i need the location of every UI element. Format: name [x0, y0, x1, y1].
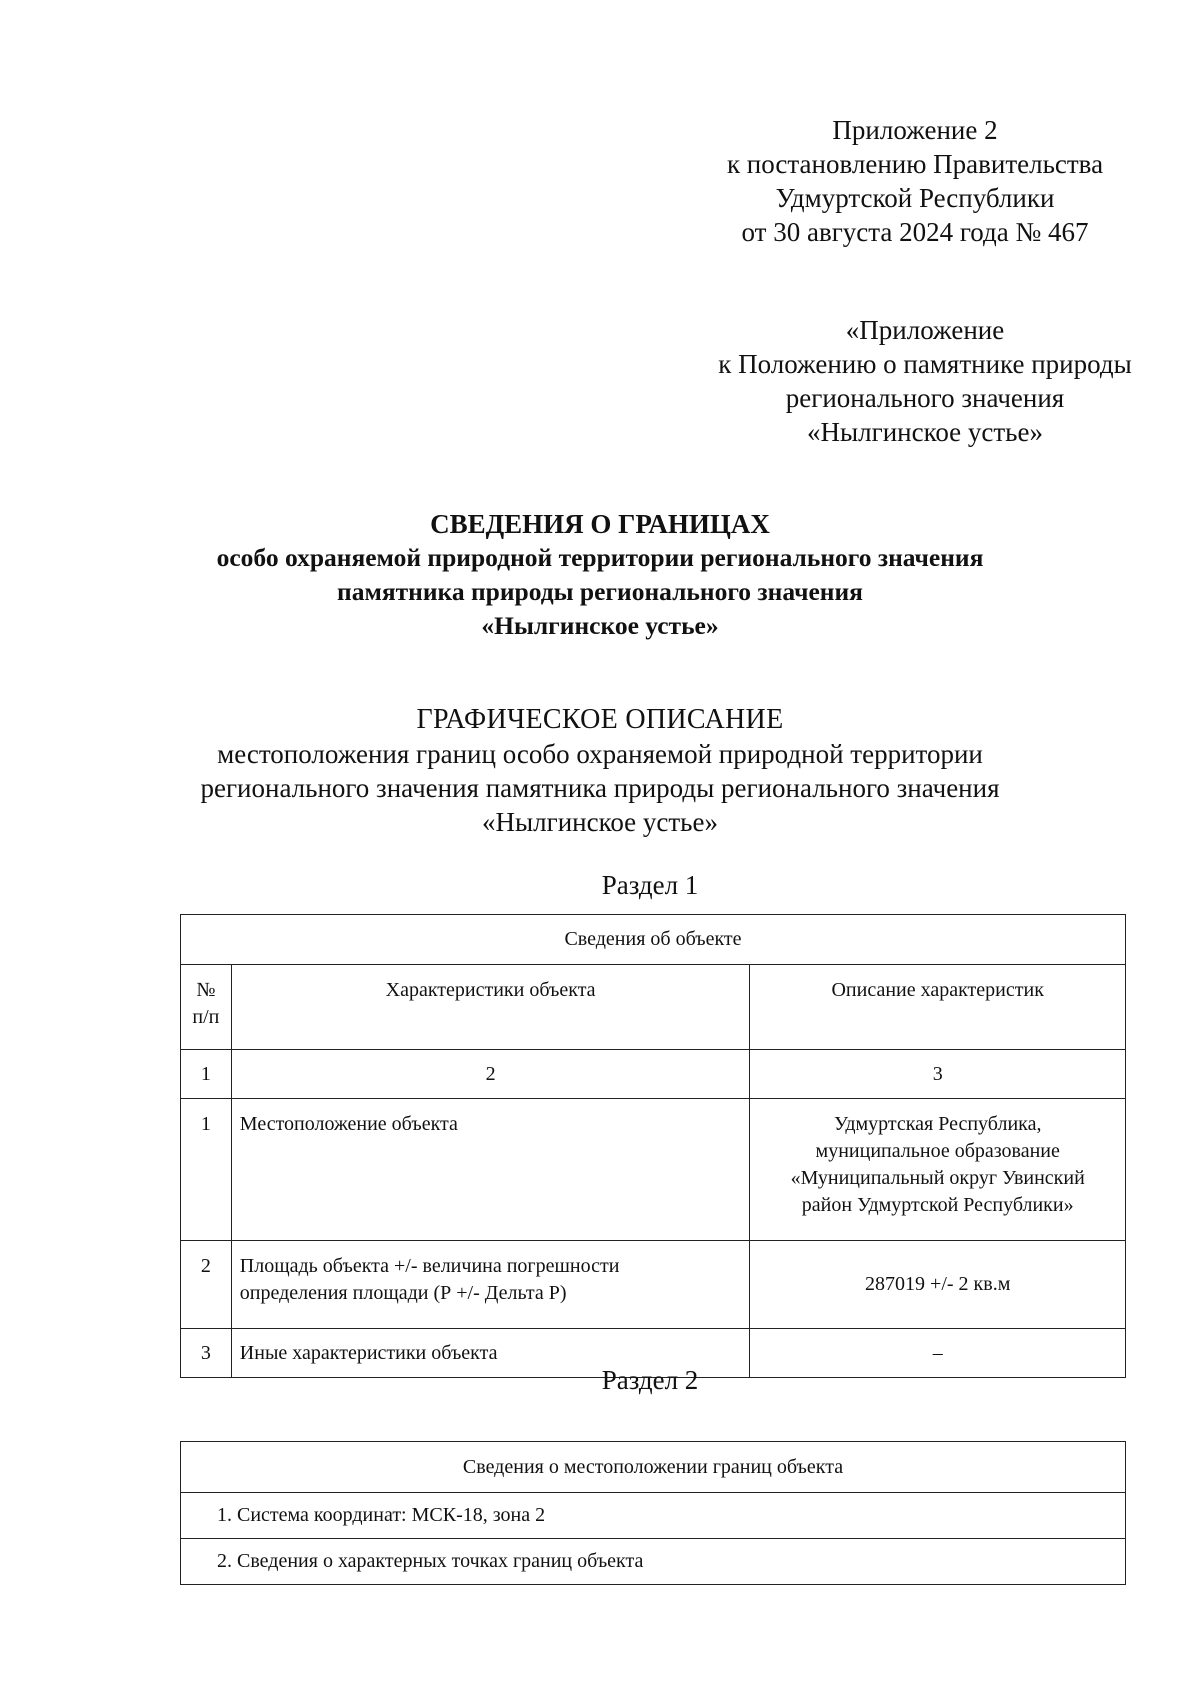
boundary-location-table — [180, 1441, 1126, 1585]
document-title — [130, 507, 1070, 643]
title-line: памятника природы регионального значения — [337, 577, 863, 606]
appendix-header — [700, 113, 1130, 249]
graphic-description — [130, 703, 1070, 839]
table-column-numbers-row — [181, 1050, 1126, 1099]
row-description-line: район Удмуртской Республики» — [801, 1194, 1074, 1216]
table-row — [181, 1241, 1126, 1329]
sub-appendix-line: «Нылгинское устье» — [807, 417, 1043, 447]
title-line: особо охраняемой природной территории регионального значения — [216, 543, 984, 572]
appendix-line: от 30 августа 2024 года № 467 — [741, 217, 1089, 247]
graphic-description-line: регионального значения памятника природы регионального значения — [200, 773, 1000, 803]
row-characteristic: Местоположение объекта — [231, 1099, 750, 1241]
row-description-line: муниципальное образование — [815, 1140, 1060, 1162]
header-number-abbr: п/п — [192, 1006, 220, 1028]
header-number-symbol: № — [196, 979, 216, 1001]
row-characteristic: Иные характеристики объекта — [231, 1329, 750, 1378]
appendix-line: к постановлению Правительства — [726, 149, 1104, 179]
column-number: 1 — [181, 1050, 232, 1099]
graphic-description-line: «Нылгинское устье» — [482, 807, 718, 837]
table-caption: Сведения о местоположении границ объекта — [181, 1442, 1126, 1493]
header-description: Описание характеристик — [750, 965, 1126, 1050]
section-1-label: Раздел 1 — [601, 870, 699, 900]
table-row — [181, 1493, 1126, 1539]
row-description: 287019 +/- 2 кв.м — [750, 1241, 1126, 1329]
row-characteristic-line: Площадь объекта +/- величина погрешности — [239, 1255, 620, 1277]
header-number — [181, 965, 232, 1050]
row-description-line: «Муниципальный округ Увинский — [790, 1167, 1085, 1189]
table-row — [181, 1539, 1126, 1585]
table-row — [181, 1099, 1126, 1241]
row-number: 3 — [181, 1329, 232, 1378]
sub-appendix-line: регионального значения — [785, 383, 1065, 413]
title-line: «Нылгинское устье» — [481, 611, 719, 640]
row-text: 1. Система координат: МСК-18, зона 2 — [181, 1493, 1126, 1539]
column-number: 2 — [231, 1050, 750, 1099]
section-2-label: Раздел 2 — [601, 1365, 699, 1395]
row-characteristic — [231, 1241, 750, 1329]
graphic-description-title: ГРАФИЧЕСКОЕ ОПИСАНИЕ — [416, 704, 784, 735]
row-number: 2 — [181, 1241, 232, 1329]
appendix-line: Приложение 2 — [832, 115, 998, 145]
table-caption-row — [181, 1442, 1126, 1493]
row-description — [750, 1099, 1126, 1241]
column-number: 3 — [750, 1050, 1126, 1099]
header-characteristic: Характеристики объекта — [231, 965, 750, 1050]
table-header-row — [181, 965, 1126, 1050]
graphic-description-line: местоположения границ особо охраняемой природной территории — [217, 739, 983, 769]
sub-appendix-header — [690, 313, 1160, 449]
appendix-line: Удмуртской Республики — [775, 183, 1055, 213]
row-number: 1 — [181, 1099, 232, 1241]
title-main: СВЕДЕНИЯ О ГРАНИЦАХ — [430, 509, 770, 539]
row-description-line: Удмуртская Республика, — [833, 1113, 1042, 1135]
sub-appendix-line: к Положению о памятнике природы — [718, 349, 1132, 379]
row-description: – — [750, 1329, 1126, 1378]
table-caption-row — [181, 915, 1126, 965]
row-text: 2. Сведения о характерных точках границ объекта — [181, 1539, 1126, 1585]
object-info-table — [180, 914, 1126, 1378]
sub-appendix-line: «Приложение — [845, 315, 1005, 345]
table-caption: Сведения об объекте — [181, 915, 1126, 965]
row-characteristic-line: определения площади (Р +/- Дельта Р) — [239, 1282, 567, 1304]
